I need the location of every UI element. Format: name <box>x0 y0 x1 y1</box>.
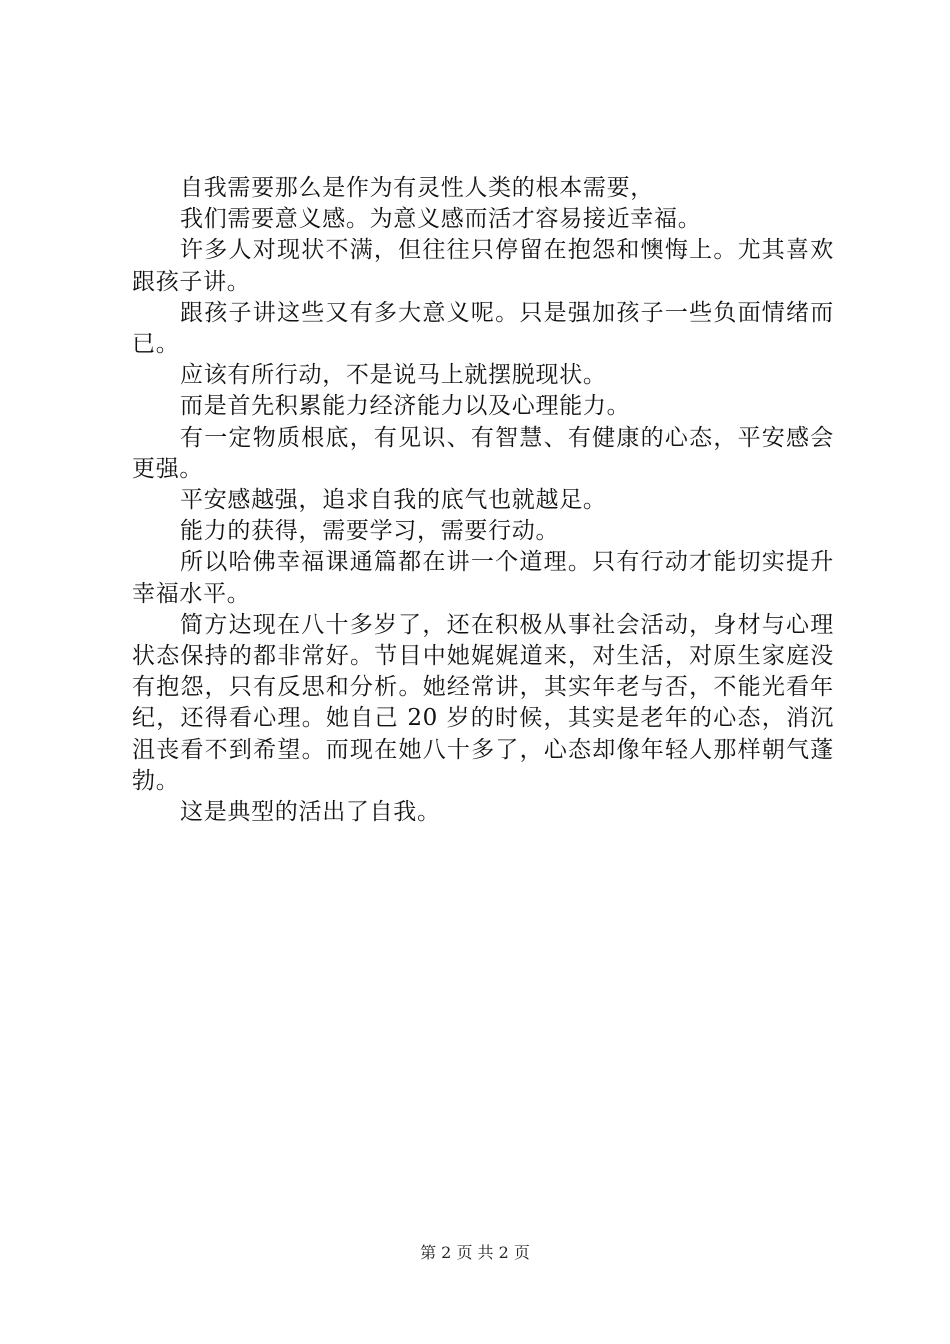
paragraph: 这是典型的活出了自我。 <box>180 799 441 826</box>
document-body <box>132 173 834 828</box>
paragraph: 应该有所行动，不是说马上就摆脱现状。 <box>180 362 607 389</box>
paragraph: 自我需要那么是作为有灵性人类的根本需要， <box>180 175 654 201</box>
paragraph: 有一定物质根底，有见识、有智慧、有健康的心态，平安感会更强。 <box>132 424 834 482</box>
paragraph: 而是首先积累能力经济能力以及心理能力。 <box>180 393 631 420</box>
paragraph: 平安感越强，追求自我的底气也就越足。 <box>180 487 607 514</box>
paragraph: 许多人对现状不满，但往往只停留在抱怨和懊悔上。尤其喜欢跟孩子讲。 <box>132 237 834 295</box>
paragraph: 跟孩子讲这些又有多大意义呢。只是强加孩子一些负面情绪而已。 <box>132 299 834 358</box>
paragraph: 我们需要意义感。为意义感而活才容易接近幸福。 <box>180 206 702 233</box>
page-footer: 第 2 页 共 2 页 <box>420 1243 530 1262</box>
paragraph: 能力的获得，需要学习，需要行动。 <box>180 518 560 545</box>
paragraph: 所以哈佛幸福课通篇都在讲一个道理。只有行动才能切实提升幸福水平。 <box>132 549 834 607</box>
paragraph: 简方达现在八十多岁了，还在积极从事社会活动，身材与心理状态保持的都非常好。节目中她娓娓道来，对生活，对原生家庭没有抱怨，只有反思和分析。她经常讲，其实年老与否，不能光看年纪，还得看心理。她自己 20 岁的时候，其实是老年的心态，消沉沮丧看不到希望。而现在她八十多了，心态却像年轻人那样朝气蓬勃。 <box>132 611 834 794</box>
